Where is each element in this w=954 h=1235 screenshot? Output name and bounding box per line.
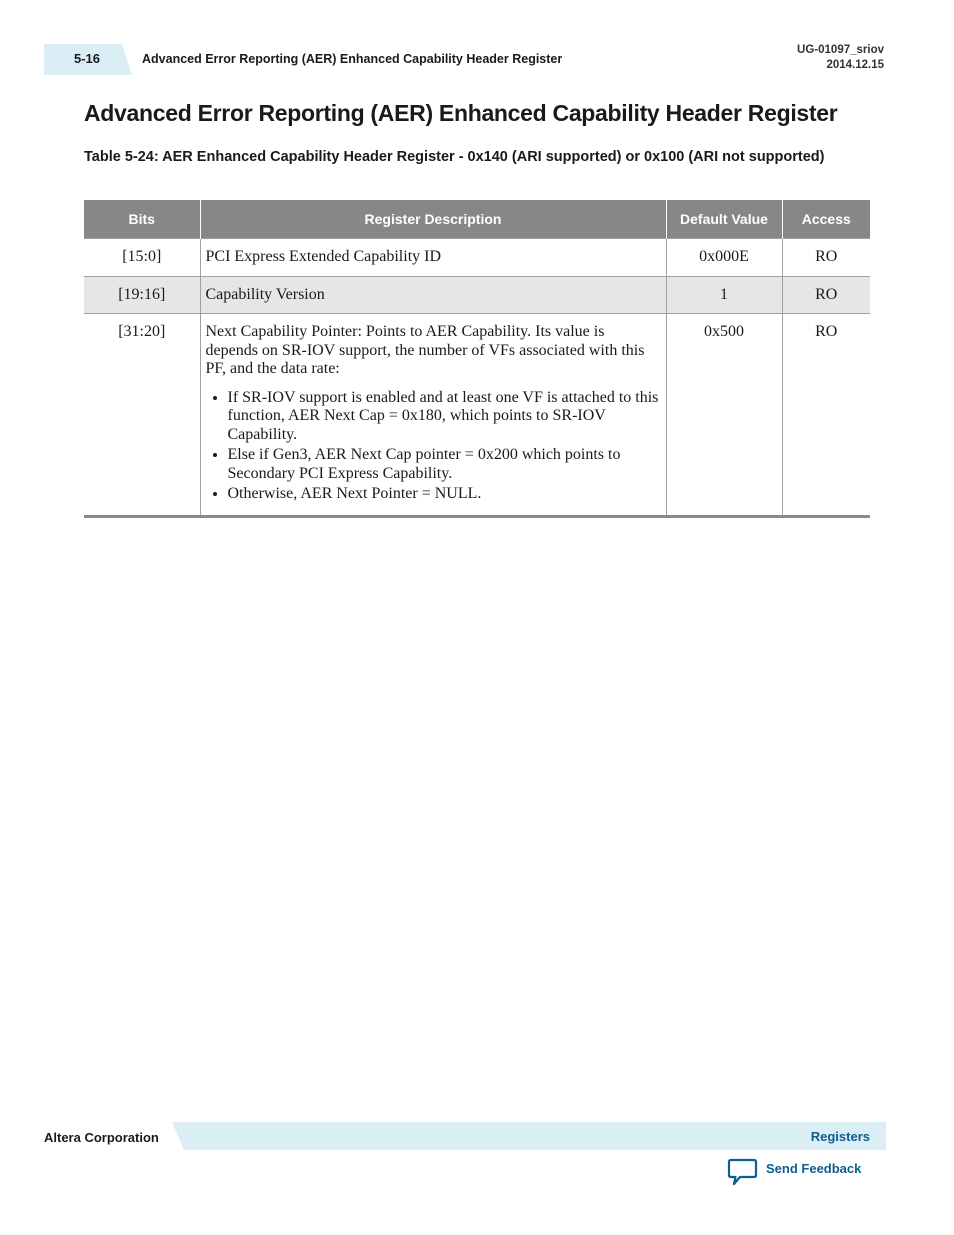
- column-header-description: Register Description: [200, 200, 666, 239]
- send-feedback-link[interactable]: [727, 1158, 861, 1188]
- cell-description: PCI Express Extended Capability ID: [200, 239, 666, 277]
- cell-bits: [31:20]: [84, 314, 200, 517]
- table-row: [84, 314, 870, 517]
- bullet-item: • If SR-IOV support is enabled and at least one VF is attached to this function, AER Next Cap = 0x180, which points to SR-IOV Capability.: [228, 389, 661, 445]
- cell-access: RO: [782, 314, 870, 517]
- description-text: Next Capability Pointer: Points to AER Capability. Its value is depends on SR-IOV support, the number of VFs associated with this PF, and the data rate:: [205, 323, 645, 377]
- table-header-row: [84, 200, 870, 239]
- table-row: [84, 276, 870, 314]
- table-row: [84, 239, 870, 277]
- cell-description: [200, 314, 666, 517]
- cell-default-value: 1: [666, 276, 782, 314]
- bullet-item: • Otherwise, AER Next Pointer = NULL.: [228, 485, 661, 504]
- cell-default-value: 0x500: [666, 314, 782, 517]
- footer-section-link[interactable]: Registers: [810, 1129, 870, 1144]
- page-number: 5-16: [74, 51, 101, 66]
- document-id: UG-01097_sriov: [797, 44, 884, 56]
- running-head: Advanced Error Reporting (AER) Enhanced Capability Header Register: [142, 52, 563, 66]
- bullet-item: • Else if Gen3, AER Next Cap pointer = 0x200 which points to Secondary PCI Express Capability.: [228, 446, 661, 483]
- cell-default-value: 0x000E: [666, 239, 782, 277]
- cell-bits: [15:0]: [84, 239, 200, 277]
- send-feedback-label: Send Feedback: [766, 1161, 862, 1176]
- speech-bubble-icon: [727, 1158, 758, 1191]
- register-table: [84, 200, 870, 518]
- section-title: Advanced Error Reporting (AER) Enhanced Capability Header Register: [84, 100, 838, 126]
- document-date: 2014.12.15: [826, 59, 884, 71]
- cell-description: Capability Version: [200, 276, 666, 314]
- cell-access: RO: [782, 276, 870, 314]
- column-header-default-value: Default Value: [666, 200, 782, 239]
- footer-band: [172, 1122, 886, 1150]
- cell-access: RO: [782, 239, 870, 277]
- description-bullet-list: [206, 389, 661, 504]
- footer-corporation: Altera Corporation: [44, 1130, 159, 1145]
- cell-bits: [19:16]: [84, 276, 200, 314]
- column-header-access: Access: [782, 200, 870, 239]
- table-caption: Table 5-24: AER Enhanced Capability Header Register - 0x140 (ARI supported) or 0x100 (ARI not supported): [84, 149, 825, 165]
- document-id-block: [797, 43, 884, 73]
- column-header-bits: Bits: [84, 200, 200, 239]
